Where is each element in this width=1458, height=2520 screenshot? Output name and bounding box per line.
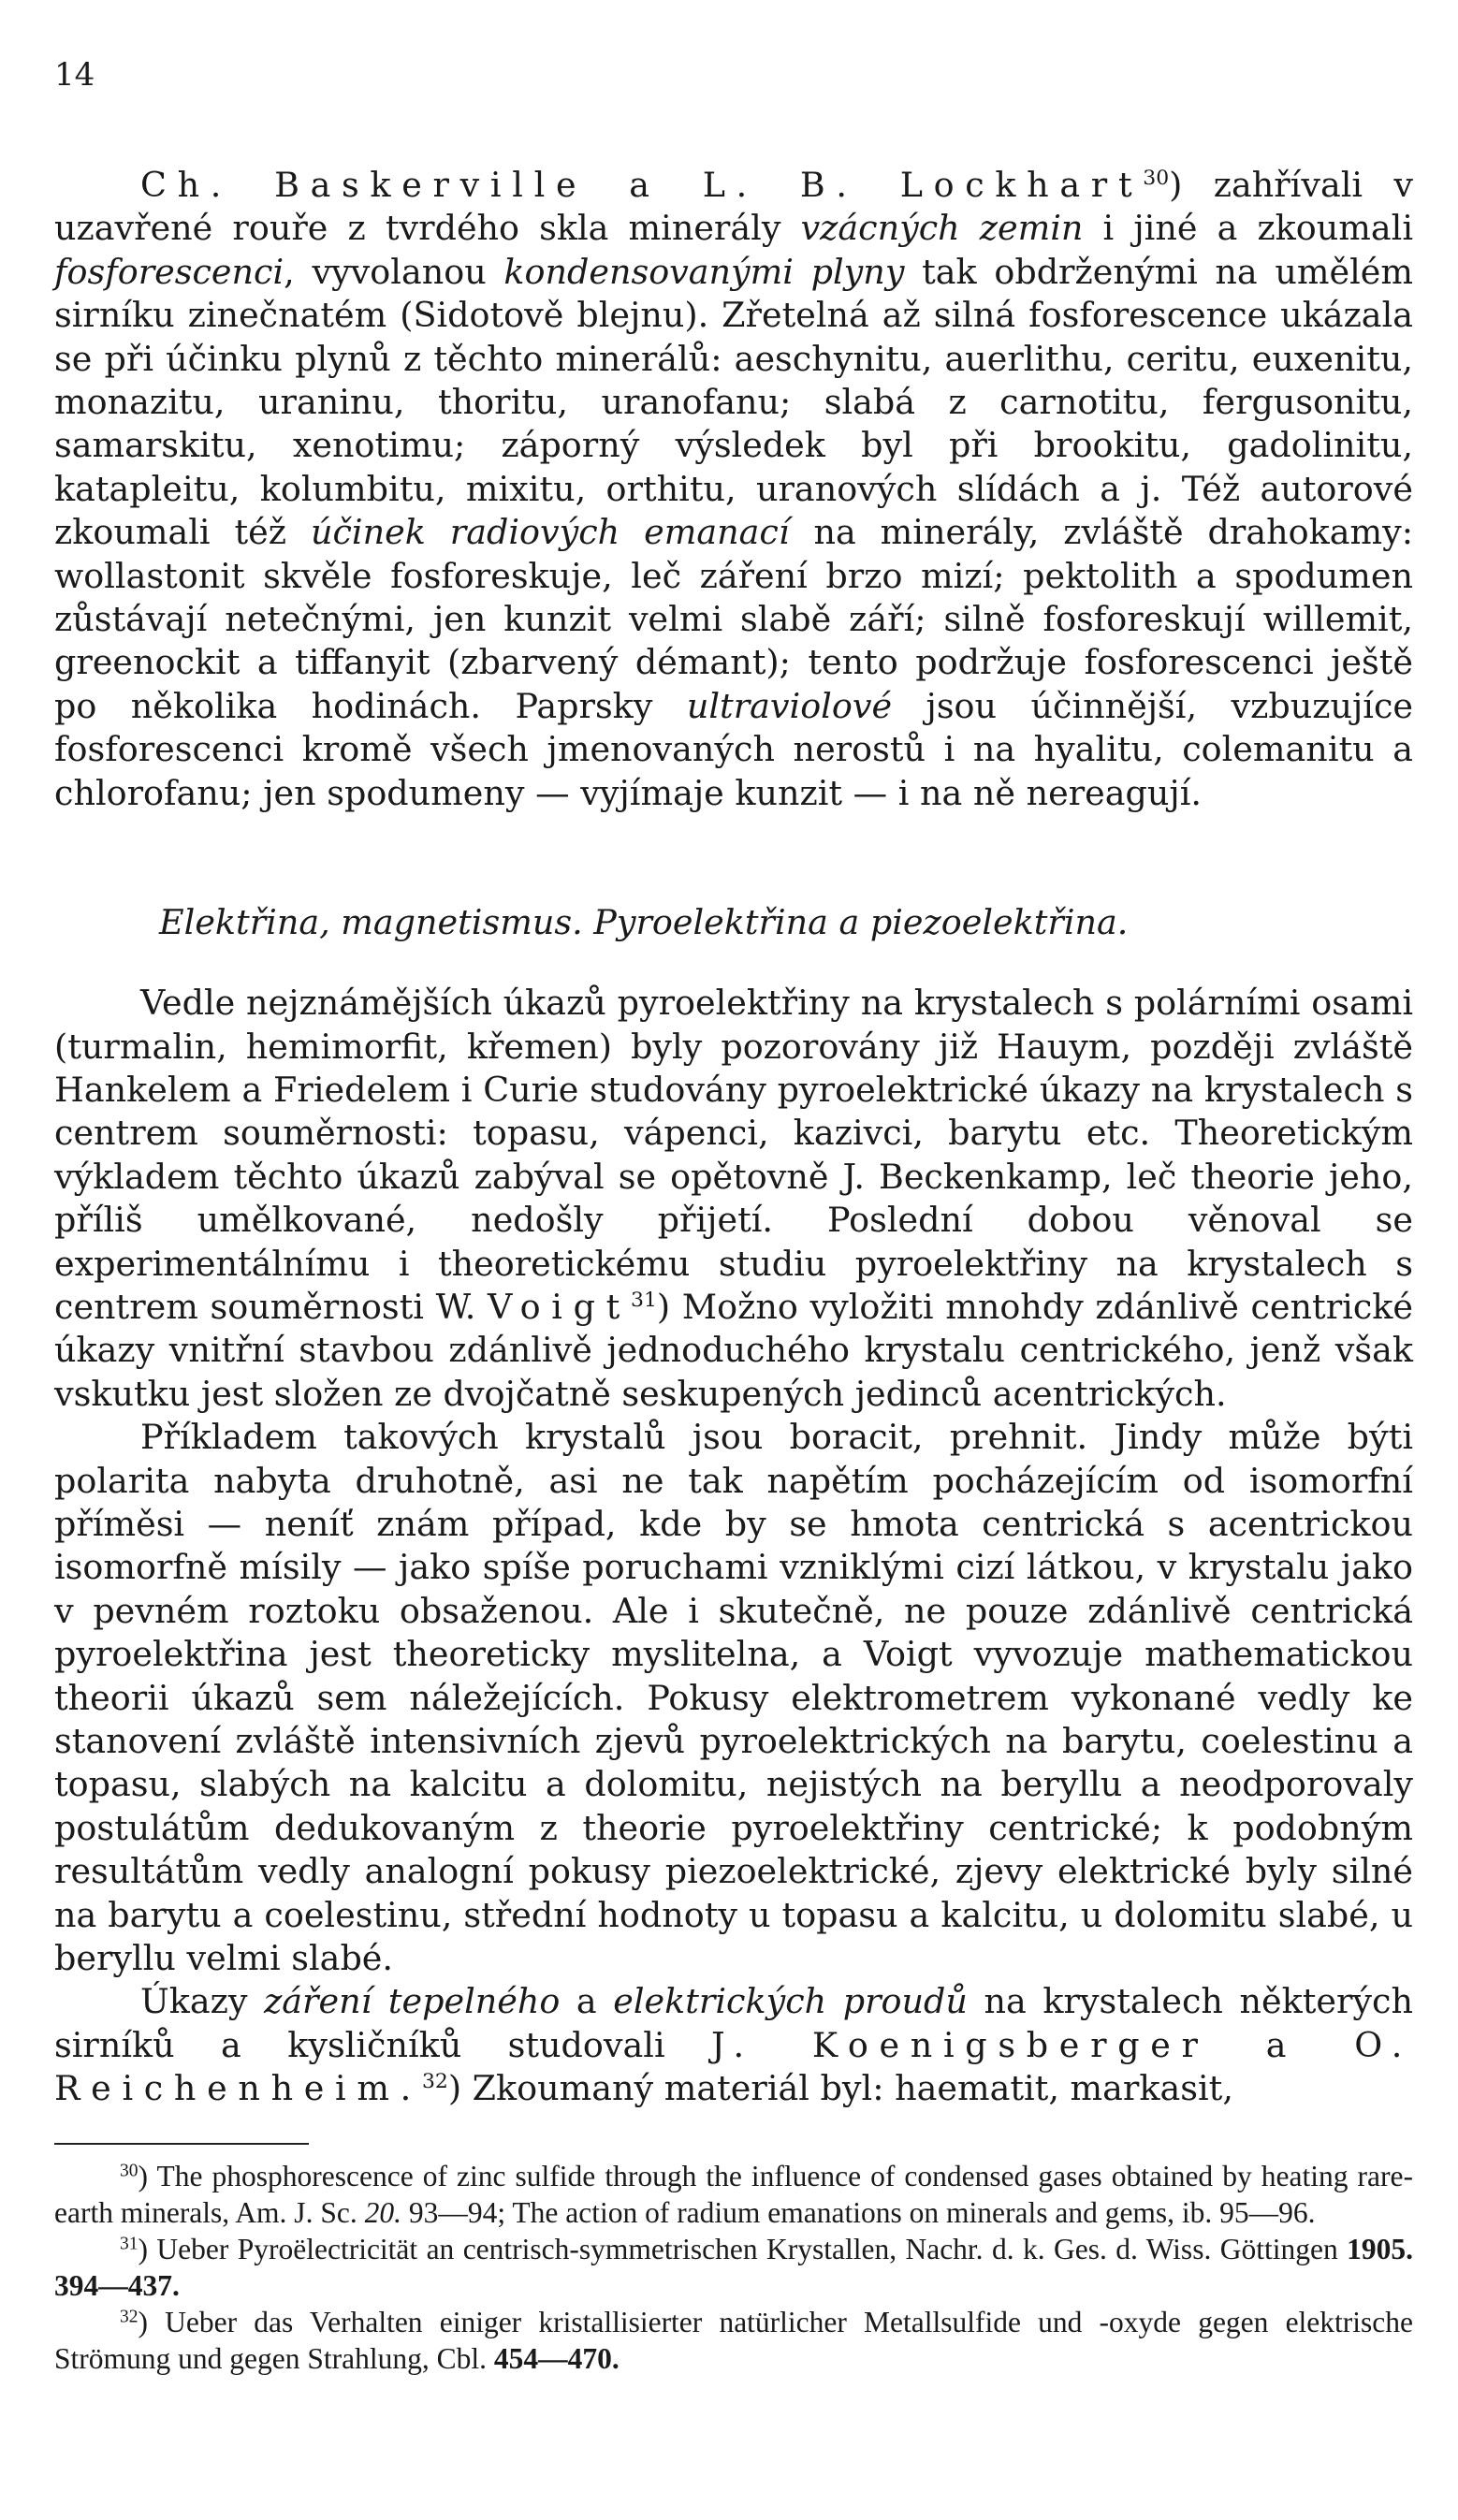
main-text xyxy=(54,164,1413,2111)
paragraph-text: na krystalech některých sirníků a kysličníků studovali xyxy=(54,1981,1413,2065)
italic-term: ultraviolové xyxy=(686,685,893,726)
footnote-divider xyxy=(54,2143,309,2145)
paragraph-text: ) Možno vyložiti mnohdy zdánlivě centrické úkazy vnitřní stavbou zdánlivě jednoduchého krystalu centrického, jenž však vskutku jest složen ze dvojčatně seskupených jedinců acentrických. xyxy=(54,1286,1413,1414)
page-number: 14 xyxy=(54,56,95,94)
paragraph-heat-radiation xyxy=(54,1980,1413,2110)
paragraph-text: Vedle nejznámějších úkazů pyroelektřiny na krystalech s polárními osami (turmalin, hemimorfit, křemen) byly pozorovány již Hauym, později zvláště Hankelem a Friedelem i Curie studovány pyroelektrické úkazy na krystalech s centrem souměrnosti: topasu, vápenci, kazivci, barytu etc. Theoretickým výkladem těchto úkazů zabýval se opětovně J. Beckenkamp, leč theorie jeho, příliš umělkované, nedošly přijetí. Poslední dobou věnoval se experimentálnímu i theoretickému studiu pyroelektřiny na krystalech s centrem souměrnosti W. xyxy=(54,983,1413,1327)
paragraph-text: Úkazy xyxy=(140,1981,265,2022)
footnote-text: ) Ueber Pyroëlectricität an centrisch-symmetrischen Krystallen, Nachr. d. k. Ges. d. Wiss. Göttingen xyxy=(138,2232,1348,2265)
footnote-31 xyxy=(54,2231,1413,2304)
paragraph-text: ) zahřívali v uzavřené rouře z tvrdého skla minerály xyxy=(54,165,1413,249)
paragraph-pyroelectricity xyxy=(54,982,1413,1416)
paragraph-text: tak obdrženými na umělém sirníku zinečnatém (Sidotově blejnu). Zřetelná až silná fosforescence ukázala se při účinku plynů z těchto minerálů: aeschynitu, auerlithu, ceritu, euxenitu, monazitu, uraninu, thoritu, uranofanu; slabá z carnotitu, fergusonitu, samarskitu, xenotimu; záporný výsledek byl při brookitu, gadolinitu, katapleitu, kolumbitu, mixitu, orthitu, uranových slídách a j. Též autorové zkoumali též xyxy=(54,251,1413,553)
footnote-pages: 454—470. xyxy=(493,2341,620,2375)
italic-term: fosforescenci xyxy=(54,251,284,292)
footnote-year: 1905. 394—437. xyxy=(54,2232,1413,2302)
footnote-volume: 20. xyxy=(364,2195,401,2229)
paragraph-text: jsou účinnější, vzbuzujíce fosforescenci kromě všech jmenovaných nerostů i na hyalitu, colemanitu a chlorofanu; jen spodumeny — vyjímaje kunzit — i na ně nereagují. xyxy=(54,685,1413,813)
italic-term: kondensovanými plyny xyxy=(503,251,905,292)
paragraph-fluorescence xyxy=(54,164,1413,815)
italic-term: vzácných zemin xyxy=(800,208,1084,249)
author-names: Ch. Baskerville a L. B. Lockhart xyxy=(140,165,1144,205)
footnote-ref-32[interactable]: 32 xyxy=(421,2070,448,2094)
paragraph-text: a xyxy=(560,1981,614,2022)
section-heading: Elektřina, magnetismus. Pyroelektřina a piezoelektřina. xyxy=(159,902,1129,943)
paragraph-text: i jiné a zkoumali xyxy=(1083,208,1413,249)
footnote-32 xyxy=(54,2304,1413,2377)
author-names: J. Koenigsberger a O. Reichenheim. xyxy=(54,2024,1413,2109)
footnote-text: ) The phosphorescence of zinc sulfide through the influence of condensed gases obtained by heating rare-earth minerals, Am. J. Sc. xyxy=(54,2159,1413,2229)
footnote-mark: 30 xyxy=(120,2160,139,2180)
paragraph-text: Příkladem takových krystalů jsou boracit, prehnit. Jindy může býti polarita nabyta druhotně, asi ne tak napětím pocházejícím od isomorfní příměsi — neníť znám případ, kde by se hmota centrická s acentrickou isomorfně mísily — jako spíše poruchami vzniklými cizí látkou, v krystalu jako v pevném roztoku obsaženou. Ale i skutečně, ne pouze zdánlivě centrická pyroelektřina jest theoreticky myslitelna, a Voigt vyvozuje mathematickou theorii úkazů sem náležejících. Pokusy elektrometrem vykonané vedly ke stanovení zvláště intensivních zjevů pyroelektrických na barytu, coelestinu a topasu, slabých na kalcitu a dolomitu, nejistých na beryllu a neodporovaly postulátům dedukovaným z theorie pyroelektřiny centrické; k podobným resultátům vedly analogní pokusy piezoelektrické, zjevy elektrické byly silné na barytu a coelestinu, střední hodnoty u topasu a kalcitu, u dolomitu slabé, u beryllu velmi slabé. xyxy=(54,1417,1413,1979)
paragraph-text: ) Zkoumaný materiál byl: haematit, markasit, xyxy=(447,2068,1233,2109)
document-page xyxy=(54,56,1413,2377)
footnote-30 xyxy=(54,2158,1413,2231)
paragraph-examples xyxy=(54,1416,1413,1980)
footnote-text: ) Ueber das Verhalten einiger kristallisierter natürlicher Metallsulfide und -oxyde gegen elektrische Strömung und gegen Strahlung, Cbl. xyxy=(54,2305,1413,2375)
italic-term: elektrických proudů xyxy=(613,1981,968,2022)
italic-term: záření tepelného xyxy=(264,1981,561,2022)
footnote-ref-31[interactable]: 31 xyxy=(631,1288,657,1312)
author-name: Voigt xyxy=(487,1286,632,1327)
paragraph-text: , vyvolanou xyxy=(284,251,504,292)
footnote-ref-30[interactable]: 30 xyxy=(1143,166,1170,190)
footnote-mark: 31 xyxy=(120,2233,139,2253)
footnotes xyxy=(54,2158,1413,2377)
italic-term: účinek radiových emanací xyxy=(310,512,790,553)
paragraph-text: na minerály, zvláště drahokamy: wollastonit skvěle fosforeskuje, leč záření brzo mizí; pektolith a spodumen zůstávají netečnými, jen kunzit velmi slabě září; silně fosforeskují willemit, greenockit a tiffanyit (zbarvený démant); tento podržuje fosforescenci ještě po několika hodinách. Paprsky xyxy=(54,512,1413,726)
footnote-text: 93—94; The action of radium emanations on minerals and gems, ib. 95—96. xyxy=(401,2195,1316,2229)
footnote-mark: 32 xyxy=(120,2306,139,2326)
